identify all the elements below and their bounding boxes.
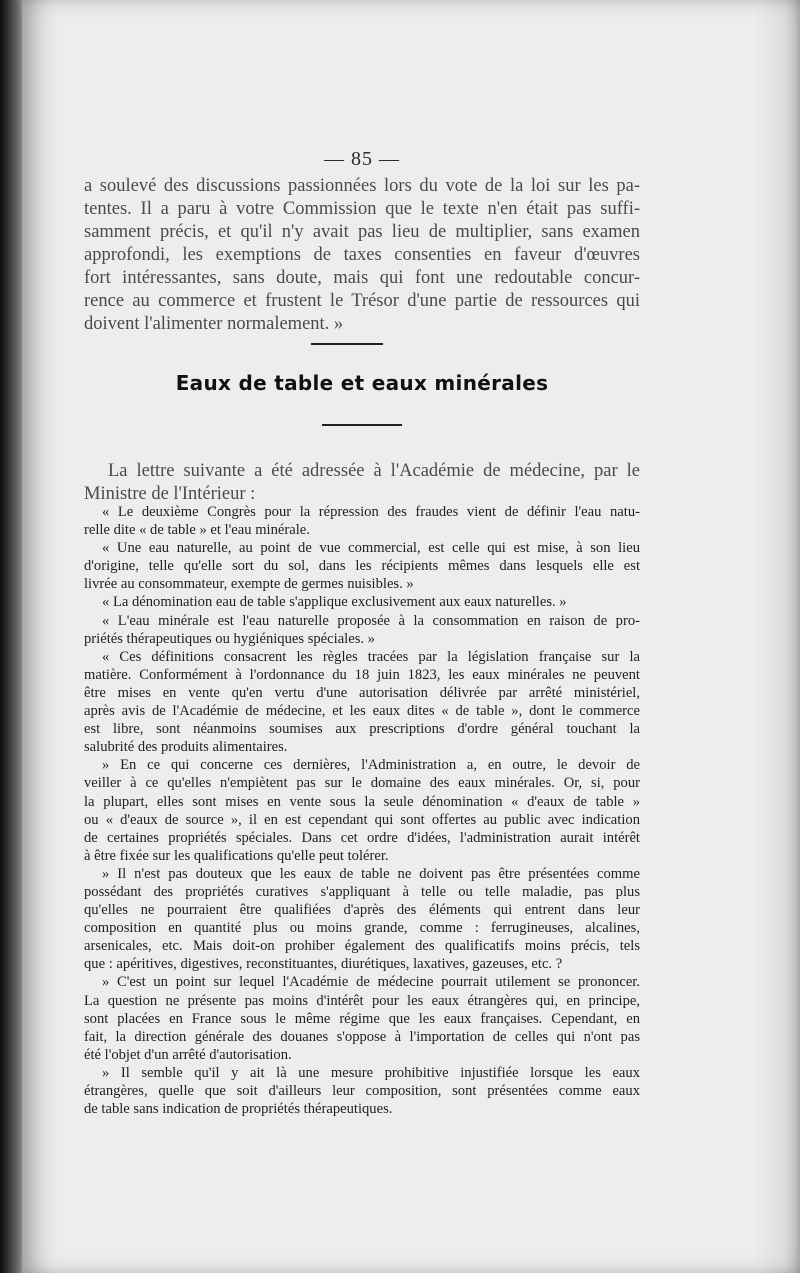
- body-line: été l'objet d'un arrêté d'autorisation.: [84, 1046, 292, 1063]
- body-line: fait, la direction générale des douanes s'oppose à l'importation de celles qui n'ont pas: [84, 1028, 640, 1045]
- section-rule-top: [311, 343, 383, 345]
- book-spine: [0, 0, 24, 1273]
- intro-line: rence au commerce et frustent le Trésor d'une partie de ressources qui: [84, 291, 640, 311]
- body-line: relle dite « de table » et l'eau minérale.: [84, 522, 310, 539]
- body-line: possédant des propriétés curatives s'appliquant à telle ou telle maladie, pas plus: [84, 883, 640, 900]
- body-line: « Le deuxième Congrès pour la répression des fraudes vient de définir l'eau natu-: [102, 504, 640, 520]
- body-line: « La dénomination eau de table s'applique exclusivement aux eaux naturelles. »: [102, 594, 567, 611]
- book-page: [22, 0, 800, 1273]
- body-line: étrangères, quelle que soit d'ailleurs leur composition, sont présentées comme eaux: [84, 1083, 640, 1099]
- body-line: qu'elles ne pourraient être qualifiées d'après des éléments qui entrent dans leur: [84, 902, 640, 919]
- body-line: est libre, sont néanmoins soumises aux prescriptions d'ordre général touchant la: [84, 721, 640, 738]
- body-line: matière. Conformément à l'ordonnance du 18 juin 1823, les eaux minérales ne peuvent: [84, 666, 640, 683]
- intro-line: samment précis, et qu'il n'y avait pas lieu de multiplier, sans examen: [84, 222, 640, 242]
- lead-paragraph: [84, 460, 640, 506]
- page-edge-shadow: [754, 0, 800, 1273]
- body-line: sont placées en France sous le même régime que les eaux françaises. Cependant, en: [84, 1010, 640, 1027]
- body-line: ou « d'eaux de source », il en est cependant qui sont offertes au public avec indication: [84, 811, 640, 828]
- body-line: priétés thérapeutiques ou hygiéniques spéciales. »: [84, 630, 375, 647]
- body-line: » C'est un point sur lequel l'Académie de médecine pourrait utilement se prononcer.: [102, 974, 640, 991]
- section-heading: Eaux de table et eaux minérales: [175, 371, 549, 395]
- body-line: » Il n'est pas douteux que les eaux de table ne doivent pas être présentées comme: [102, 865, 640, 882]
- intro-line: a soulevé des discussions passionnées lors du vote de la loi sur les pa-: [84, 176, 640, 196]
- body-line: à être fixée sur les qualifications qu'elle peut tolérer.: [84, 847, 389, 864]
- page-number: — 85 —: [324, 148, 400, 170]
- body-line: de table sans indication de propriétés thérapeutiques.: [84, 1101, 393, 1118]
- letter-body: [84, 503, 640, 1118]
- body-line: d'origine, telle qu'elle sort du sol, dans les récipients mêmes dans lesquels elle est: [84, 558, 640, 575]
- intro-line: fort intéressantes, sans doute, mais qui font une redoutable concur-: [84, 268, 640, 288]
- intro-line: doivent l'alimenter normalement. »: [84, 314, 344, 334]
- lead-line: La lettre suivante a été adressée à l'Académie de médecine, par le: [108, 461, 640, 481]
- lead-line: Ministre de l'Intérieur :: [84, 484, 256, 504]
- body-line: après avis de l'Académie de médecine, et les eaux dites « de table », dont le commerce: [84, 703, 640, 720]
- body-line: composition en quantité plus ou moins grande, comme : ferrugineuses, alcalines,: [84, 920, 640, 937]
- body-line: « Ces définitions consacrent les règles tracées par la législation française sur la: [102, 648, 640, 665]
- intro-paragraph: [84, 175, 640, 336]
- intro-line: approfondi, les exemptions de taxes consenties en faveur d'œuvres: [84, 245, 640, 265]
- body-line: veiller à ce qu'elles n'empiètent pas sur le domaine des eaux minérales. Or, si, pour: [84, 775, 640, 792]
- body-line: salubrité des produits alimentaires.: [84, 739, 288, 756]
- body-line: livrée au consommateur, exempte de germes nuisibles. »: [84, 576, 414, 593]
- body-line: la plupart, elles sont mises en vente sous la seule dénomination « d'eaux de table »: [84, 793, 640, 810]
- intro-line: tentes. Il a paru à votre Commission que le texte n'en était pas suffi-: [84, 199, 640, 219]
- body-line: » Il semble qu'il y ait là une mesure prohibitive injustifiée lorsque les eaux: [102, 1064, 640, 1081]
- body-line: La question ne présente pas moins d'intérêt pour les eaux étrangères qui, en principe,: [84, 992, 640, 1009]
- body-line: arsenicales, etc. Mais doit-on prohiber également des qualificatifs moins précis, tels: [84, 938, 640, 955]
- section-rule-bottom: [322, 424, 402, 426]
- body-line: que : apéritives, digestives, reconstituantes, diurétiques, laxatives, gazeuses, etc. ?: [84, 956, 563, 973]
- body-line: « L'eau minérale est l'eau naturelle proposée à la consommation en raison de pro-: [102, 612, 640, 629]
- body-line: » En ce qui concerne ces dernières, l'Administration a, en outre, le devoir de: [102, 757, 640, 774]
- body-line: être mises en vente qu'en vertu d'une autorisation délivrée par arrêté ministériel,: [84, 684, 640, 701]
- body-line: de certaines propriétés spéciales. Dans cet ordre d'idées, l'administration aurait intérêt: [84, 829, 640, 846]
- body-line: « Une eau naturelle, au point de vue commercial, est celle qui est mise, à son lieu: [102, 540, 640, 557]
